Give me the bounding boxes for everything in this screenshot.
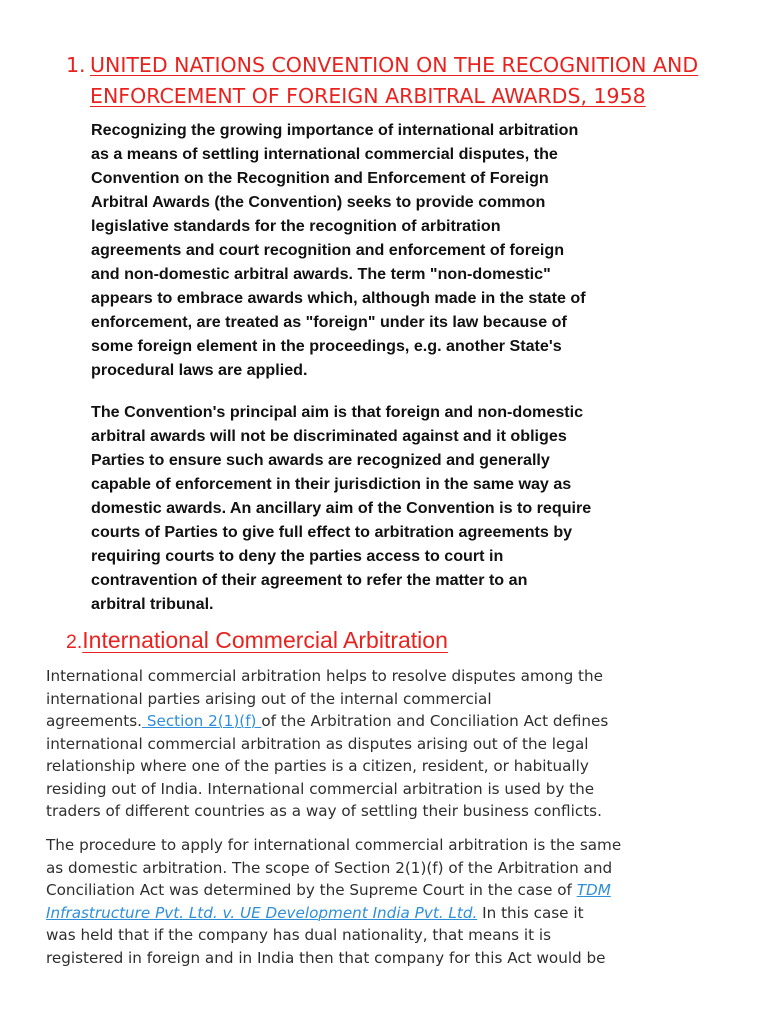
- paragraph-line: Convention on the Recognition and Enforcement of Foreign: [91, 169, 549, 187]
- body-paragraph-2: [46, 834, 761, 969]
- paragraph-line: procedural laws are applied.: [91, 361, 308, 379]
- body-line-with-link: [46, 879, 761, 902]
- body-text: of the Arbitration and Conciliation Act defines: [261, 712, 609, 730]
- heading-1-line-1: UNITED NATIONS CONVENTION ON THE RECOGNITION AND: [90, 53, 699, 77]
- paragraph-line: enforcement, are treated as "foreign" under its law because of: [91, 313, 567, 331]
- body-line-with-link: [46, 710, 761, 733]
- paragraph-line: agreements and court recognition and enforcement of foreign: [91, 241, 565, 259]
- paragraph-line: The Convention's principal aim is that foreign and non-domestic: [91, 403, 584, 421]
- paragraph-line: contravention of their agreement to refer the matter to an: [91, 571, 528, 589]
- paragraph-line: as a means of settling international commercial disputes, the: [91, 145, 558, 163]
- section-2-1-f-link[interactable]: Section 2(1)(f): [142, 712, 262, 730]
- paragraph-line: legislative standards for the recognition of arbitration: [91, 217, 501, 235]
- body-text: agreements.: [46, 712, 143, 730]
- paragraph-line: capable of enforcement in their jurisdiction in the same way as: [91, 475, 572, 493]
- body-line: international commercial arbitration as disputes arising out of the legal: [46, 734, 589, 753]
- body-line: The procedure to apply for international commercial arbitration is the same: [46, 836, 622, 854]
- paragraph-line: arbitral tribunal.: [91, 595, 214, 613]
- paragraph-line: courts of Parties to give full effect to arbitration agreements by: [91, 523, 573, 541]
- paragraph-line: appears to embrace awards which, although made in the state of: [91, 289, 586, 307]
- convention-paragraph-1: [91, 118, 751, 382]
- body-line: International commercial arbitration helps to resolve disputes among the: [46, 667, 603, 685]
- heading-1-number: 1.: [66, 53, 86, 77]
- body-line: traders of different countries as a way of settling their business conflicts.: [46, 802, 602, 820]
- tdm-case-link[interactable]: TDM: [576, 881, 611, 899]
- body-text: Conciliation Act was determined by the Supreme Court in the case of: [46, 881, 577, 899]
- paragraph-line: Recognizing the growing importance of international arbitration: [91, 121, 579, 139]
- paragraph-line: and non-domestic arbitral awards. The term "non-domestic": [91, 265, 551, 283]
- body-line-with-link: [46, 902, 761, 925]
- paragraph-line: arbitral awards will not be discriminated against and it obliges: [91, 427, 567, 445]
- paragraph-line: Parties to ensure such awards are recognized and generally: [91, 451, 550, 469]
- body-line: international parties arising out of the internal commercial: [46, 689, 492, 708]
- body-line: was held that if the company has dual nationality, that means it is: [46, 926, 552, 944]
- tdm-case-link-continued[interactable]: Infrastructure Pvt. Ltd. v. UE Development India Pvt. Ltd.: [46, 903, 478, 922]
- body-line: residing out of India. International commercial arbitration is used by the: [46, 779, 595, 798]
- body-text: In this case it: [477, 903, 584, 922]
- convention-paragraph-2: [91, 400, 751, 616]
- paragraph-line: some foreign element in the proceedings, e.g. another State's: [91, 337, 562, 355]
- heading-2-number: 2.: [66, 631, 83, 653]
- heading-2: [66, 624, 566, 658]
- body-line: as domestic arbitration. The scope of Section 2(1)(f) of the Arbitration and: [46, 858, 613, 877]
- heading-2-text: International Commercial Arbitration: [82, 627, 448, 653]
- body-line: registered in foreign and in India then that company for this Act would be: [46, 948, 606, 967]
- paragraph-line: domestic awards. An ancillary aim of the Convention is to require: [91, 499, 592, 517]
- heading-1-line-2: ENFORCEMENT OF FOREIGN ARBITRAL AWARDS, 1958: [90, 84, 646, 108]
- paragraph-line: Arbitral Awards (the Convention) seeks to provide common: [91, 193, 546, 211]
- body-paragraph-1: [46, 665, 761, 823]
- paragraph-line: requiring courts to deny the parties access to court in: [91, 547, 504, 565]
- body-line: relationship where one of the parties is a citizen, resident, or habitually: [46, 757, 589, 775]
- heading-1: [66, 50, 766, 112]
